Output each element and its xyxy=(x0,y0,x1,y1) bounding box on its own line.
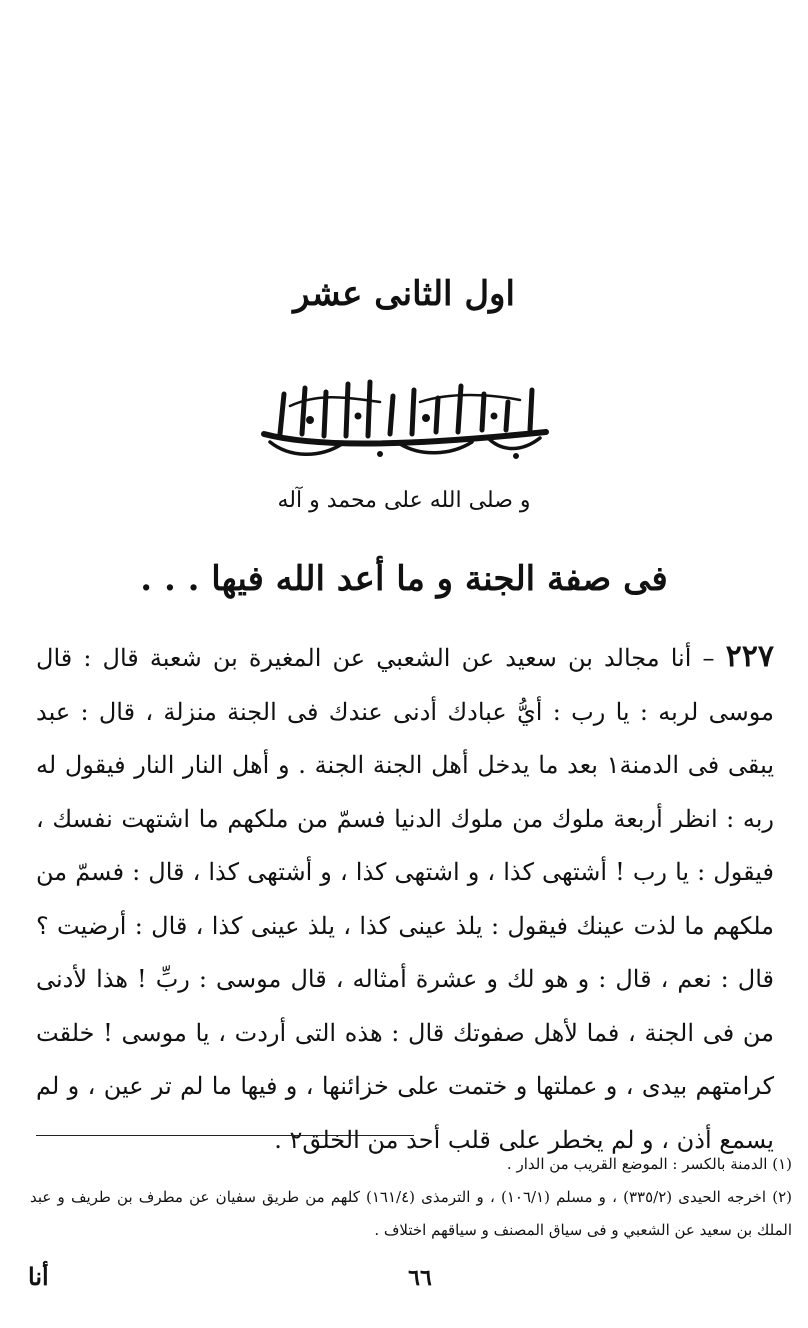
footnotes xyxy=(30,1148,792,1247)
chapter-title: اول الثانى عشر xyxy=(293,274,515,314)
page-number: ٦٦ xyxy=(408,1265,432,1291)
hadith-number: ٢٢٧ xyxy=(725,639,775,674)
hadith-text: – أنا مجالد بن سعيد عن الشعبي عن المغيرة بن شعبة قال : قال موسى لربه : يا رب : أيُّ عبادك أدنى عندك فى الجنة منزلة ، قال : عبد يبقى فى الدمنة١ بعد ما يدخل أهل الجنة الجنة . و أهل النار النار فيقول له ربه : انظر أربعة ملوك من ملوك الدنيا فسمّ من ملكهم ما اشتهت نفسك ، فيقول : يا رب ! أشتهى كذا ، و اشتهى كذا ، و أشتهى كذا ، قال : فسمّ من ملكهم ما لذت عينك فيقول : يلذ عينى كذا ، يلذ عينى كذا ، قال : أرضيت ؟ قال : نعم ، قال : و هو لك و عشرة أمثاله ، قال موسى : ربِّ ! هذا لأدنى من فى الجنة ، فما لأهل صفوتك قال : هذه التى أردت ، يا موسى ! خلقت كرامتهم بيدى ، و عملتها و ختمت على خزائنها ، و فيها ما لم تر عين ، و لم يسمع أذن ، و لم يخطر على قلب أحد من الخلق٢ . xyxy=(36,644,774,1154)
salawat-line: و صلى الله على محمد و آله xyxy=(277,488,531,513)
footnote-divider xyxy=(36,1135,414,1136)
basmala-calligraphy xyxy=(250,372,560,462)
section-heading: فى صفة الجنة و ما أعد الله فيها . . . xyxy=(140,559,668,599)
footnote-2: (٢) اخرجه الحيدى (٣٣٥/٢) ، و مسلم (١٠٦/١) ، و الترمذى (١٦١/٤) كلهم من طريق سفيان عن مطرف بن طريف و عبد الملك بن سعيد عن الشعبي و فى سياق المصنف و سياقهم اختلاف . xyxy=(30,1188,792,1239)
catchword: أنا xyxy=(28,1262,49,1291)
footnote-1: (١) الدمنة بالكسر : الموضع القريب من الدار . xyxy=(506,1155,792,1173)
hadith-paragraph xyxy=(36,630,774,1167)
